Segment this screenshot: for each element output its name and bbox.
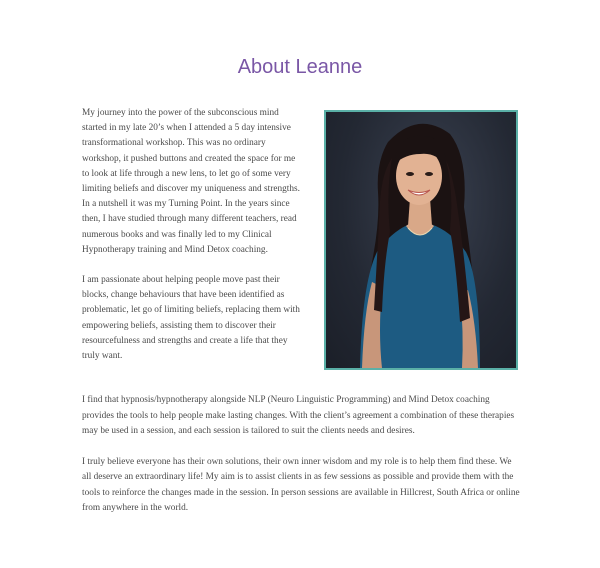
profile-photo — [324, 110, 518, 370]
portrait-illustration — [326, 112, 516, 368]
body-paragraph-2: I truly believe everyone has their own solutions, their own inner wisdom and my role is to help them find these. We all deserve an extraordinary life! My aim is to assist clients in as few sessions as possible and provide them with the tools to reinforce the changes made in the session. In person sessions are available in Hillcrest, South Africa or online from anywhere in the world. — [82, 456, 520, 513]
intro-text — [82, 106, 304, 379]
page-title: About Leanne — [237, 56, 363, 78]
intro-paragraph-1: My journey into the power of the subconscious mind started in my late 20’s when I attended a 5 day intensive transformational workshop. This was no ordinary workshop, it pushed buttons and created the space for me to look at life through a new lens, to let go of some very limiting beliefs and discover my uniqueness and strengths. In a nutshell it was my Turning Point. In the years since then, I have studied through many different teachers, read numerous books and was finally led to my Clinical Hypnotherapy training and Mind Detox coaching. — [82, 108, 300, 255]
intro-paragraph-2: I am passionate about helping people move past their blocks, change behaviours that have been identified as problematic, let go of limiting beliefs, replacing them with empowering beliefs, assisting them to discover their resourcefulness and strengths and create a life that they truly want. — [82, 275, 300, 362]
body-paragraph-1: I find that hypnosis/hypnotherapy alongside NLP (Neuro Linguistic Programming) and Mind Detox coaching provides the tools to help people make lasting changes. With the client’s agreement a combination of these therapies may be used in a session, and each session is tailored to suit the clients needs and desires. — [82, 395, 515, 436]
main-text — [82, 393, 522, 532]
